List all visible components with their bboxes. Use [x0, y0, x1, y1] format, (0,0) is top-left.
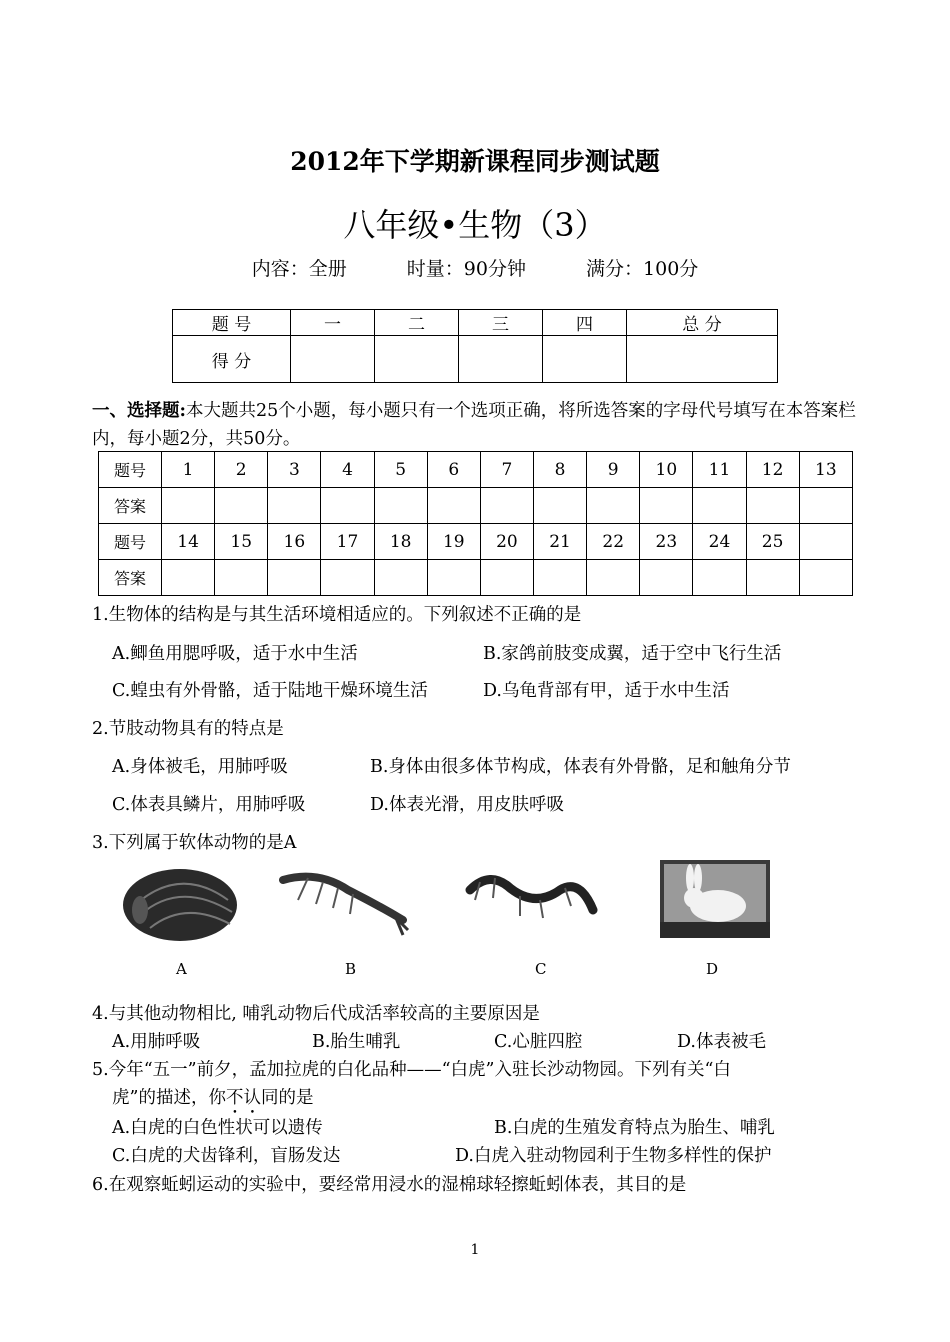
q5-stem-pre: 虎”的描述，你 — [112, 1088, 226, 1108]
question-number: 12 — [746, 452, 799, 488]
answer-row-label: 答案 — [99, 488, 162, 524]
section1-intro — [92, 397, 862, 453]
q2-stem: 2.节肢动物具有的特点是 — [92, 719, 284, 739]
q6-stem: 6.在观察蚯蚓运动的实验中，要经常用浸水的湿棉球轻擦蚯蚓体表，其目的是 — [92, 1175, 687, 1195]
answer-cell[interactable] — [268, 560, 321, 596]
answer-cell[interactable] — [321, 560, 374, 596]
q1-stem: 1.生物体的结构是与其生活环境相适应的。下列叙述不正确的是 — [92, 605, 582, 625]
image-label-c: C — [535, 960, 547, 978]
q1-option-d: D.乌龟背部有甲，适于水中生活 — [483, 681, 730, 701]
q4-option-a: A.用肺呼吸 — [112, 1032, 201, 1052]
score-cell[interactable] — [627, 336, 778, 383]
score-cell[interactable] — [375, 336, 459, 383]
question-number: 6 — [427, 452, 480, 488]
question-number: 2 — [215, 452, 268, 488]
answer-cell[interactable] — [427, 560, 480, 596]
question-number: 15 — [215, 524, 268, 560]
q5-stem-line1: 5.今年“五一”前夕，孟加拉虎的白化品种——“白虎”入驻长沙动物园。下列有关“白 — [92, 1060, 731, 1080]
answer-cell[interactable] — [215, 560, 268, 596]
answer-row-label: 题号 — [99, 452, 162, 488]
image-label-a: A — [176, 960, 187, 978]
answer-cell[interactable] — [162, 560, 215, 596]
q5-option-d: D.白虎入驻动物园利于生物多样性的保护 — [455, 1146, 772, 1166]
q5-stem-emphasis: 不认 — [225, 1088, 261, 1108]
answer-cell[interactable] — [799, 488, 852, 524]
question-number: 14 — [162, 524, 215, 560]
exam-time: 时量：90分钟 — [406, 258, 526, 280]
image-label-d: D — [706, 960, 719, 978]
answer-cell[interactable] — [480, 488, 533, 524]
q5-option-c: C.白虎的犬齿锋利，盲肠发达 — [112, 1146, 341, 1166]
q4-option-d: D.体表被毛 — [677, 1032, 766, 1052]
answer-cell[interactable] — [640, 560, 693, 596]
question-number: 7 — [480, 452, 533, 488]
question-number: 3 — [268, 452, 321, 488]
question-number: 4 — [321, 452, 374, 488]
q4-stem: 4.与其他动物相比, 哺乳动物后代成活率较高的主要原因是 — [92, 1004, 540, 1024]
answer-cell[interactable] — [427, 488, 480, 524]
exam-info — [0, 254, 950, 281]
score-header-cell: 总 分 — [627, 310, 778, 336]
q2-option-a: A.身体被毛，用肺呼吸 — [112, 757, 288, 777]
question-number: 22 — [587, 524, 640, 560]
answer-table — [98, 451, 853, 596]
rabbit-image — [660, 860, 770, 938]
answer-cell[interactable] — [693, 488, 746, 524]
question-number: 25 — [746, 524, 799, 560]
score-header-cell: 题 号 — [173, 310, 291, 336]
q1-option-a: A.鲫鱼用腮呼吸，适于水中生活 — [112, 644, 358, 664]
question-number: 16 — [268, 524, 321, 560]
question-number: 5 — [374, 452, 427, 488]
question-number: 1 — [162, 452, 215, 488]
q5-stem-line2 — [112, 1084, 313, 1118]
score-header-cell: 三 — [459, 310, 543, 336]
section1-instruction: 本大题共25个小题，每小题只有一个选项正确，将所选答案的字母代号填写在本答案栏内，每小题2分，共50分。 — [92, 401, 856, 449]
answer-cell[interactable] — [746, 488, 799, 524]
score-header-cell: 一 — [291, 310, 375, 336]
question-number: 10 — [640, 452, 693, 488]
answer-cell[interactable] — [799, 560, 852, 596]
answer-cell[interactable] — [321, 488, 374, 524]
answer-cell[interactable] — [162, 488, 215, 524]
exam-content: 内容：全册 — [251, 258, 347, 280]
score-cell[interactable] — [543, 336, 627, 383]
question-number: 21 — [533, 524, 586, 560]
question-number — [799, 524, 852, 560]
question-number: 17 — [321, 524, 374, 560]
q4-option-c: C.心脏四腔 — [494, 1032, 583, 1052]
question-number: 18 — [374, 524, 427, 560]
q2-option-c: C.体表具鳞片，用肺呼吸 — [112, 795, 306, 815]
score-table — [172, 309, 778, 383]
answer-cell[interactable] — [268, 488, 321, 524]
page-number: 1 — [470, 1242, 480, 1258]
answer-cell[interactable] — [587, 488, 640, 524]
question-number: 9 — [587, 452, 640, 488]
q1-option-c: C.蝗虫有外骨骼，适于陆地干燥环境生活 — [112, 681, 428, 701]
q2-option-d: D.体表光滑，用皮肤呼吸 — [370, 795, 564, 815]
score-header-cell: 二 — [375, 310, 459, 336]
score-cell[interactable] — [459, 336, 543, 383]
image-label-b: B — [345, 960, 357, 978]
q5-stem-post: 同的是 — [260, 1088, 314, 1108]
q4-option-b: B.胎生哺乳 — [312, 1032, 401, 1052]
score-cell[interactable] — [291, 336, 375, 383]
clam-image — [120, 860, 250, 950]
question-number: 23 — [640, 524, 693, 560]
answer-cell[interactable] — [374, 560, 427, 596]
score-header-cell: 四 — [543, 310, 627, 336]
question-number: 11 — [693, 452, 746, 488]
answer-cell[interactable] — [693, 560, 746, 596]
answer-row-label: 题号 — [99, 524, 162, 560]
q1-option-b: B.家鸽前肢变成翼，适于空中飞行生活 — [483, 644, 782, 664]
millipede-image — [465, 860, 600, 940]
q3-stem: 3.下列属于软体动物的是A — [92, 833, 297, 853]
answer-cell[interactable] — [640, 488, 693, 524]
answer-cell[interactable] — [746, 560, 799, 596]
section1-heading: 一、选择题: — [92, 401, 186, 421]
question-number: 13 — [799, 452, 852, 488]
answer-cell[interactable] — [587, 560, 640, 596]
q5-option-a: A.白虎的白色性状可以遗传 — [112, 1118, 323, 1138]
q5-option-b: B.白虎的生殖发育特点为胎生、哺乳 — [494, 1118, 775, 1138]
score-row-label: 得 分 — [173, 336, 291, 383]
shrimp-image — [278, 860, 413, 940]
exam-title: 2012年下学期新课程同步测试题 — [290, 147, 660, 176]
answer-row-label: 答案 — [99, 560, 162, 596]
question-number: 20 — [480, 524, 533, 560]
exam-subtitle: 八年级•生物（3） — [343, 206, 607, 244]
question-number: 24 — [693, 524, 746, 560]
question-number: 8 — [533, 452, 586, 488]
answer-cell[interactable] — [480, 560, 533, 596]
answer-cell[interactable] — [374, 488, 427, 524]
q2-option-b: B.身体由很多体节构成，体表有外骨骼，足和触角分节 — [370, 757, 791, 777]
answer-cell[interactable] — [533, 488, 586, 524]
question-number: 19 — [427, 524, 480, 560]
answer-cell[interactable] — [215, 488, 268, 524]
exam-score: 满分：100分 — [586, 258, 699, 280]
answer-cell[interactable] — [533, 560, 586, 596]
